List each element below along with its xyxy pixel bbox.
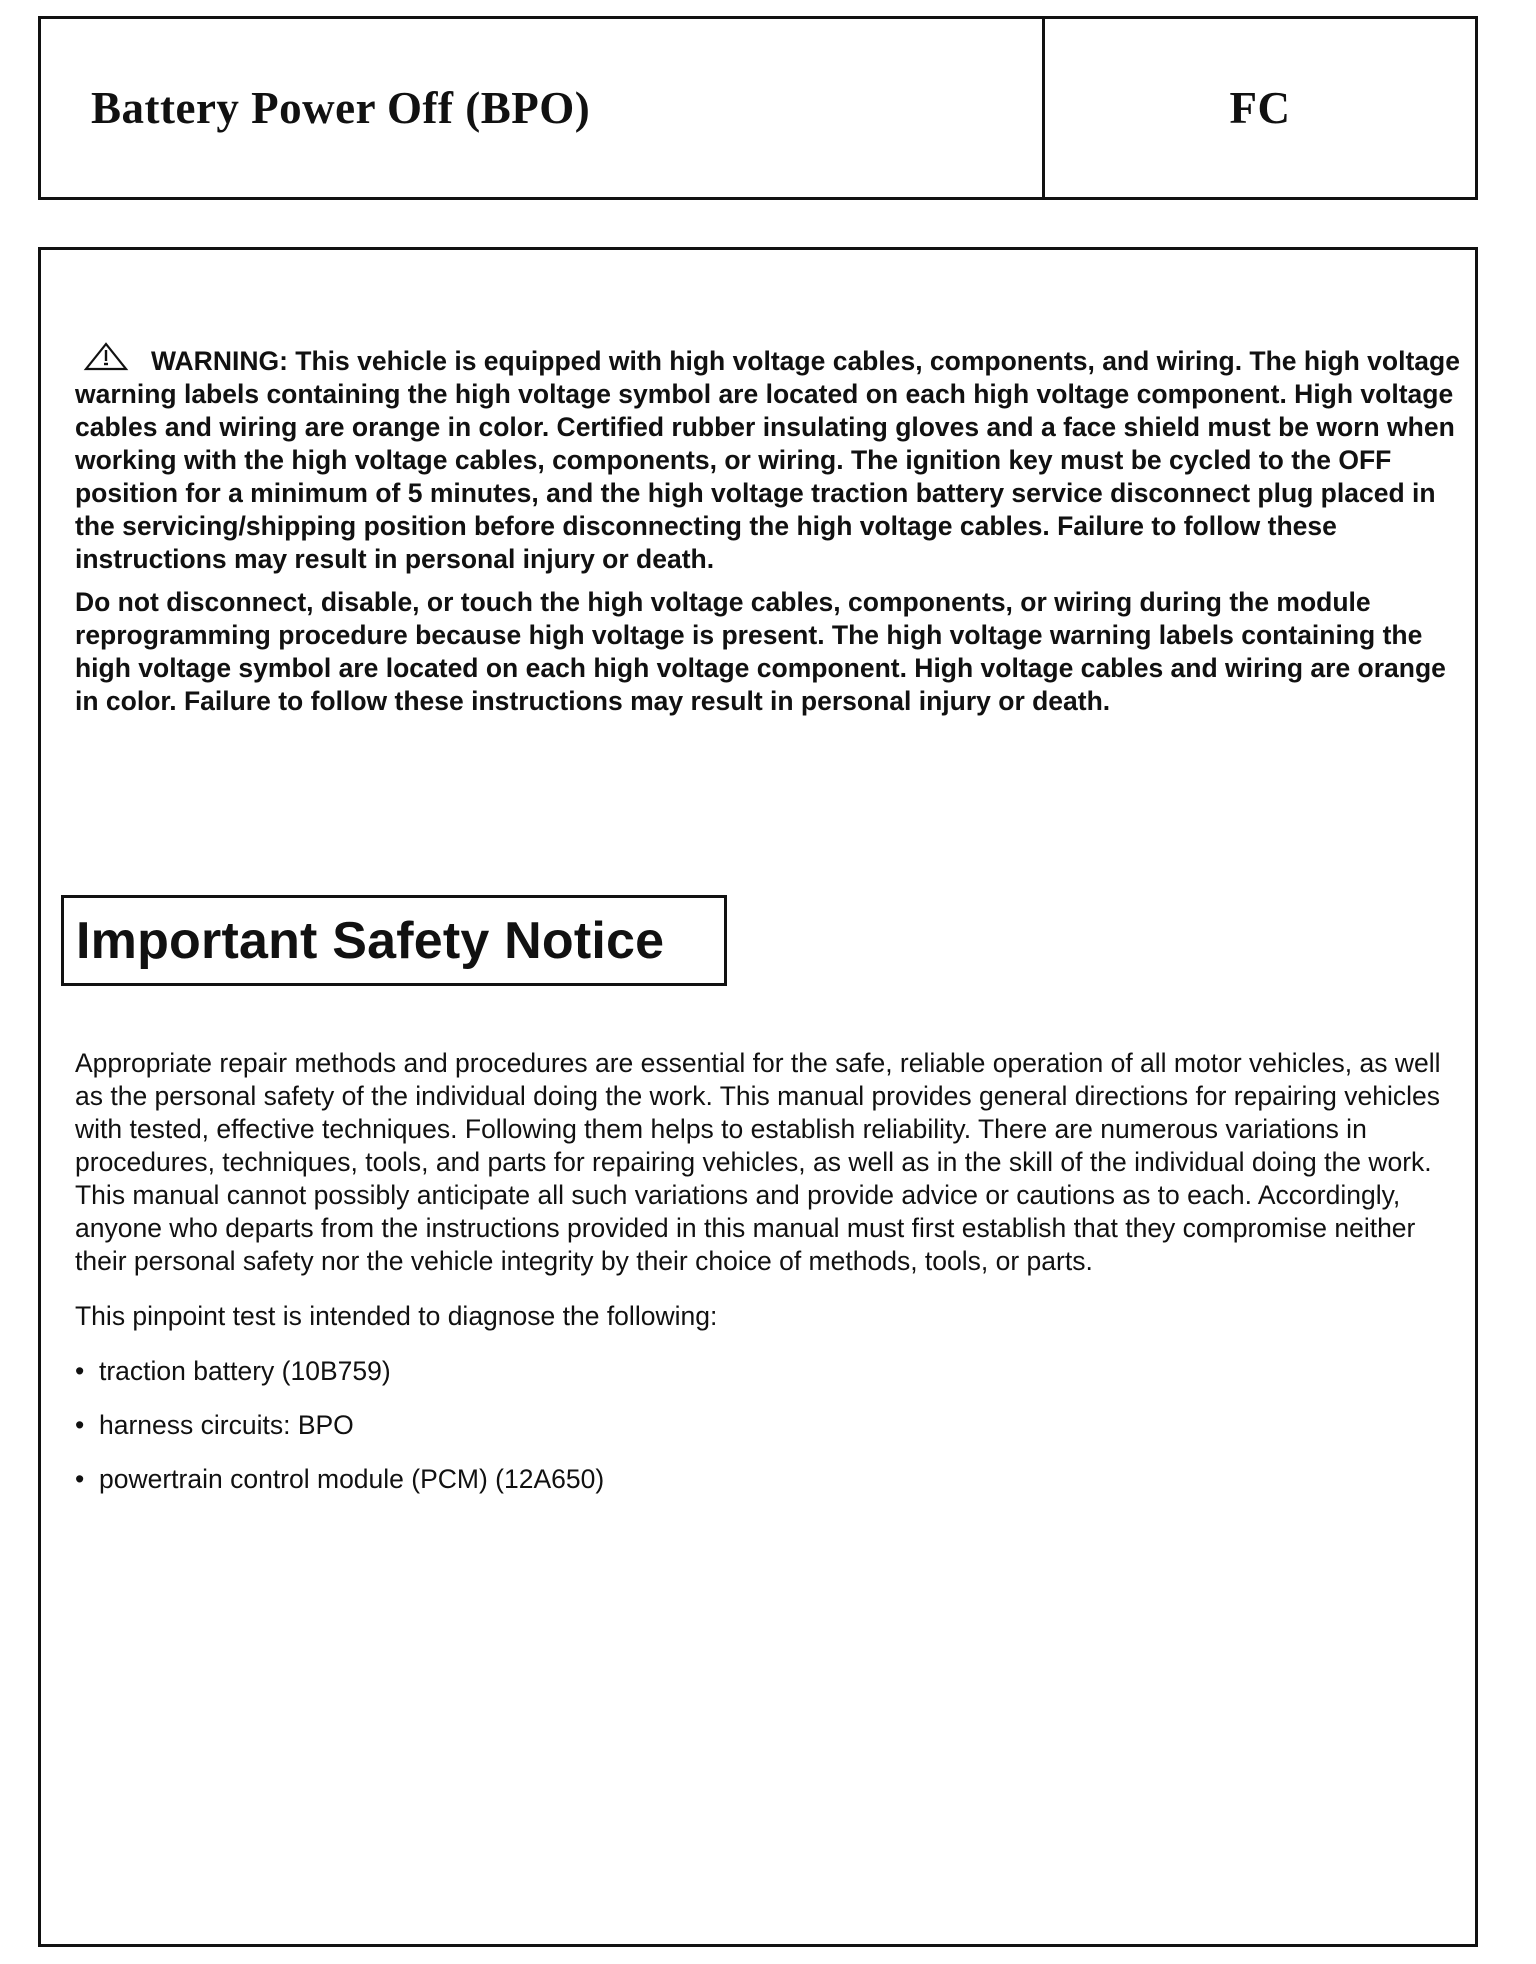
list-item-text: traction battery (10B759) [99, 1356, 391, 1386]
warning-paragraph-2: Do not disconnect, disable, or touch the high voltage cables, components, or wiring during the module reprogramming procedure because high voltage is present. The high voltage warning labels containing the high voltage symbol are located on each high voltage component. High voltage cables and wiring are orange in color. Failure to follow these instructions may result in personal injury or death. [75, 587, 1446, 716]
safety-notice-body: Appropriate repair methods and procedures are essential for the safe, reliable operation of all motor vehicles, as well as the personal safety of the individual doing the work. This manual provides general directions for repairing vehicles with tested, effective techniques. Following them helps to establish reliability. There are numerous variations in procedures, techniques, tools, and parts for repairing vehicles, as well as in the skill of the individual doing the work. This manual cannot possibly anticipate all such variations and provide advice or cautions as to each. Accordingly, anyone who departs from the instructions provided in this manual must first establish that they compromise neither their personal safety nor the vehicle integrity by their choice of methods, tools, or parts. [75, 1048, 1441, 1276]
list-item [75, 1463, 1465, 1496]
safety-notice-title: Important Safety Notice [76, 911, 665, 970]
bullet-icon: • [75, 1410, 85, 1440]
warning-paragraph-1 [75, 342, 1465, 576]
diagnose-list [75, 1355, 1465, 1496]
bullet-icon: • [75, 1356, 85, 1386]
list-item [75, 1355, 1465, 1388]
pinpoint-intro: This pinpoint test is intended to diagnose the following: [75, 1301, 718, 1331]
safety-notice-box [61, 895, 727, 986]
warning-triangle-icon [83, 342, 129, 372]
header-box [38, 16, 1478, 200]
header-title-cell [41, 19, 1045, 197]
content-box [38, 247, 1478, 1947]
list-item-text: powertrain control module (PCM) (12A650) [99, 1464, 605, 1494]
warning-text-1: WARNING: This vehicle is equipped with high voltage cables, components, and wiring. The high voltage warning labels containing the high voltage symbol are located on each high voltage component. High voltage cables and wiring are orange in color. Certified rubber insulating gloves and a face shield must be worn when working with the high voltage cables, components, or wiring. The ignition key must be cycled to the OFF position for a minimum of 5 minutes, and the high voltage traction battery service disconnect plug placed in the servicing/shipping position before disconnecting the high voltage cables. Failure to follow these instructions may result in personal injury or death. [75, 346, 1460, 574]
section-code: FC [1229, 83, 1291, 133]
page-title: Battery Power Off (BPO) [91, 83, 591, 133]
list-item-text: harness circuits: BPO [99, 1410, 354, 1440]
bullet-icon: • [75, 1464, 85, 1494]
header-code-cell [1045, 19, 1475, 197]
body-block [75, 1047, 1465, 1517]
list-item [75, 1409, 1465, 1442]
warning-block [75, 342, 1465, 728]
